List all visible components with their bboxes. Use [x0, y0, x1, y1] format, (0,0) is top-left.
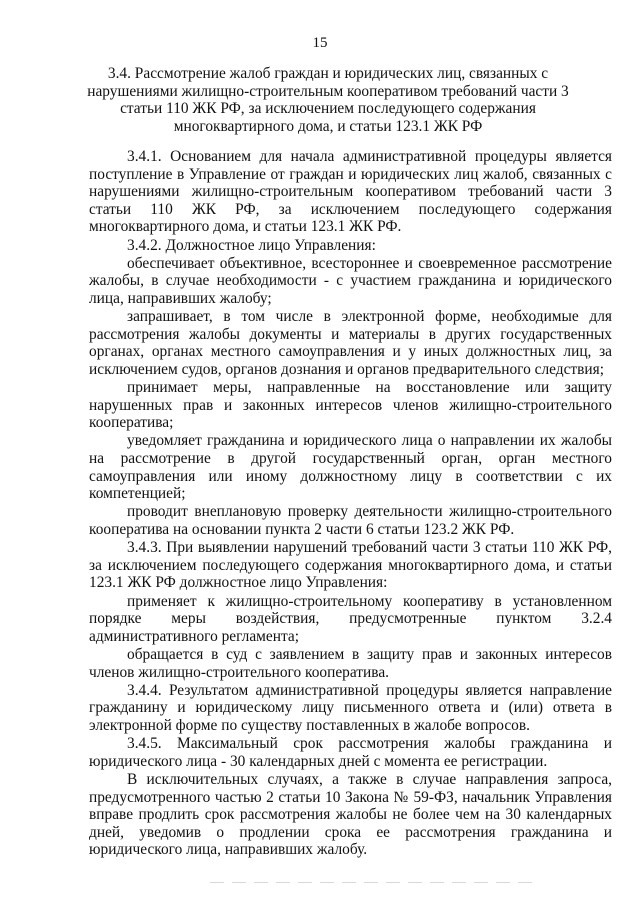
paragraph-3-4-3: 3.4.3. При выявлении нарушений требований части 3 статьи 110 ЖК РФ, за исключением последующего содержания многоквартирного дома, и статьи 123.1 ЖК РФ должностное лицо Управления: [89, 539, 612, 592]
list-item-takes-measures: принимает меры, направленные на восстановление или защиту нарушенных прав и законных интересов членов жилищно-строительного кооператива; [89, 379, 612, 432]
list-item-inspection: проводит внеплановую проверку деятельности жилищно-строительного кооператива на основании пункта 2 части 6 статьи 123.2 ЖК РФ. [89, 503, 612, 539]
paragraph-3-4-5: 3.4.5. Максимальный срок рассмотрения жалобы гражданина и юридического лица - 30 календарных дней с момента ее регистрации. [89, 735, 612, 770]
paragraph-3-4-4: 3.4.4. Результатом административной процедуры является направление гражданину и юридическому лицу письменного ответа и (или) ответа в электронной форме по существу поставленных в жалобе вопросов. [89, 681, 612, 734]
document-body [89, 148, 612, 859]
page-number: 15 [312, 35, 328, 51]
section-heading: 3.4. Рассмотрение жалоб граждан и юридических лиц, связанных с нарушениями жилищно-строительным кооперативом требований части 3 статьи 110 ЖК РФ, за исключением последующего содержания многоквартирного дома, и статьи 123.1 ЖК РФ [87, 65, 569, 135]
scan-artifact-line [210, 882, 540, 883]
list-item-notifies: уведомляет гражданина и юридического лица о направлении их жалобы на рассмотрение в другой государственный орган, орган местного самоуправления или иному должностному лицу в соответствии с их компетенцией; [89, 432, 612, 503]
paragraph-exceptions: В исключительных случаях, а также в случае направления запроса, предусмотренного частью 2 статьи 10 Закона № 59-ФЗ, начальник Управления вправе продлить срок рассмотрения жалобы не более чем на 30 календарных дней, уведомив о продлении срока ее рассмотрения гражданина и юридического лица, направивших жалобу. [89, 770, 612, 859]
list-item-applies-measures: применяет к жилищно-строительному кооперативу в установленном порядке меры воздействия, предусмотренные пунктом 3.2.4 административного регламента; [89, 592, 612, 645]
list-item-court: обращается в суд с заявлением в защиту прав и законных интересов членов жилищно-строительного кооператива. [89, 645, 612, 681]
list-item-ensures-review: обеспечивает объективное, всестороннее и своевременное рассмотрение жалобы, в случае необходимости - с участием гражданина и юридического лица, направивших жалобу; [89, 254, 612, 307]
paragraph-3-4-1: 3.4.1. Основанием для начала административной процедуры является поступление в Управление от граждан и юридических лиц жалоб, связанных с нарушениями жилищно-строительным кооперативом требований части 3 статьи 110 ЖК РФ, за исключением последующего содержания многоквартирного дома, и статьи 123.1 ЖК РФ. [89, 148, 612, 236]
list-item-requests-documents: запрашивает, в том числе в электронной форме, необходимые для рассмотрения жалобы документы и материалы в других государственных органах, органах местного самоуправления и у иных должностных лиц, за исключением судов, органов дознания и органов предварительного следствия; [89, 308, 612, 378]
paragraph-3-4-2: 3.4.2. Должностное лицо Управления: [127, 236, 376, 254]
